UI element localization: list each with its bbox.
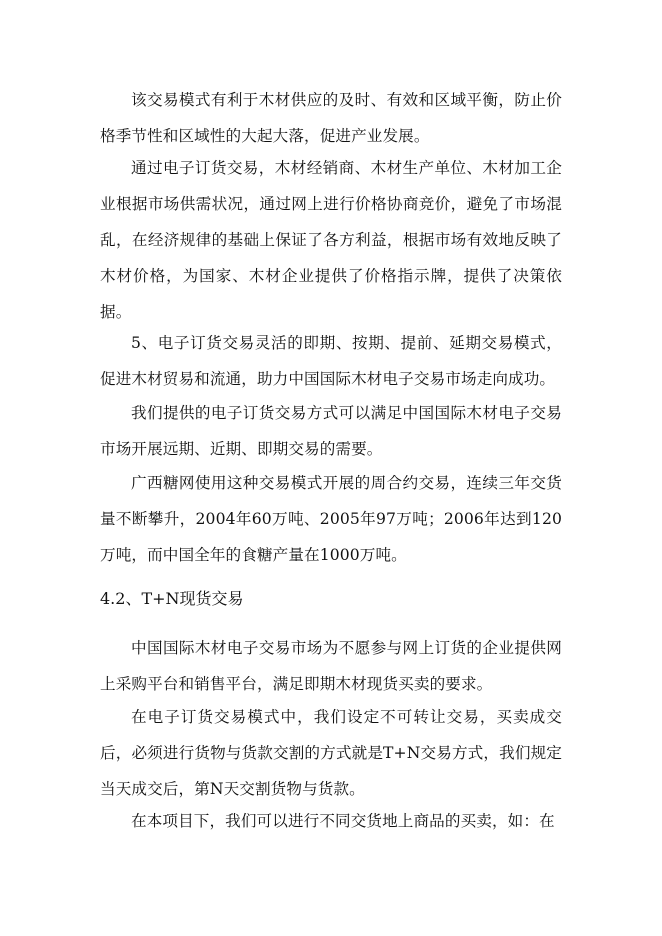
paragraph-ordering-meets-needs: 我们提供的电子订货交易方式可以满足中国国际木材电子交易市场开展远期、近期、即期交易的需要。 (100, 404, 562, 458)
paragraph-trade-mode-benefits: 该交易模式有利于木材供应的及时、有效和区域平衡，防止价格季节性和区域性的大起大落，促进产业发展。 (100, 91, 562, 145)
paragraph-tn-definition: 在电子订货交易模式中，我们设定不可转让交易，买卖成交后，必须进行货物与货款交割的方式就是T+N交易方式，我们规定当天成交后，第N天交割货物与货款。 (100, 708, 562, 798)
paragraph-electronic-ordering: 通过电子订货交易，木材经销商、木材生产单位、木材加工企业根据市场供需状况，通过网上进行价格协商竞价，避免了市场混乱，在经济规律的基础上保证了各方利益，根据市场有效地反映了木材价格，为国家、木材企业提供了价格指示牌，提供了决策依据。 (100, 159, 562, 321)
paragraph-delivery-locations: 在本项目下，我们可以进行不同交货地上商品的买卖，如：在 (131, 812, 555, 830)
paragraph-guangxi-sugar-example: 广西糖网使用这种交易模式开展的周合约交易，连续三年交货量不断攀升，2004年60万吨、2005年97万吨；2006年达到120万吨，而中国全年的食糖产量在1000万吨。 (100, 474, 562, 564)
section-heading: 4.2、T+N现货交易 (100, 589, 244, 608)
paragraph-spot-trading-platform: 中国国际木材电子交易市场为不愿参与网上订货的企业提供网上采购平台和销售平台，满足即期木材现货买卖的要求。 (100, 639, 562, 693)
paragraph-flexible-trading-modes: 5、电子订货交易灵活的即期、按期、提前、延期交易模式，促进木材贸易和流通，助力中国国际木材电子交易市场走向成功。 (100, 334, 562, 388)
